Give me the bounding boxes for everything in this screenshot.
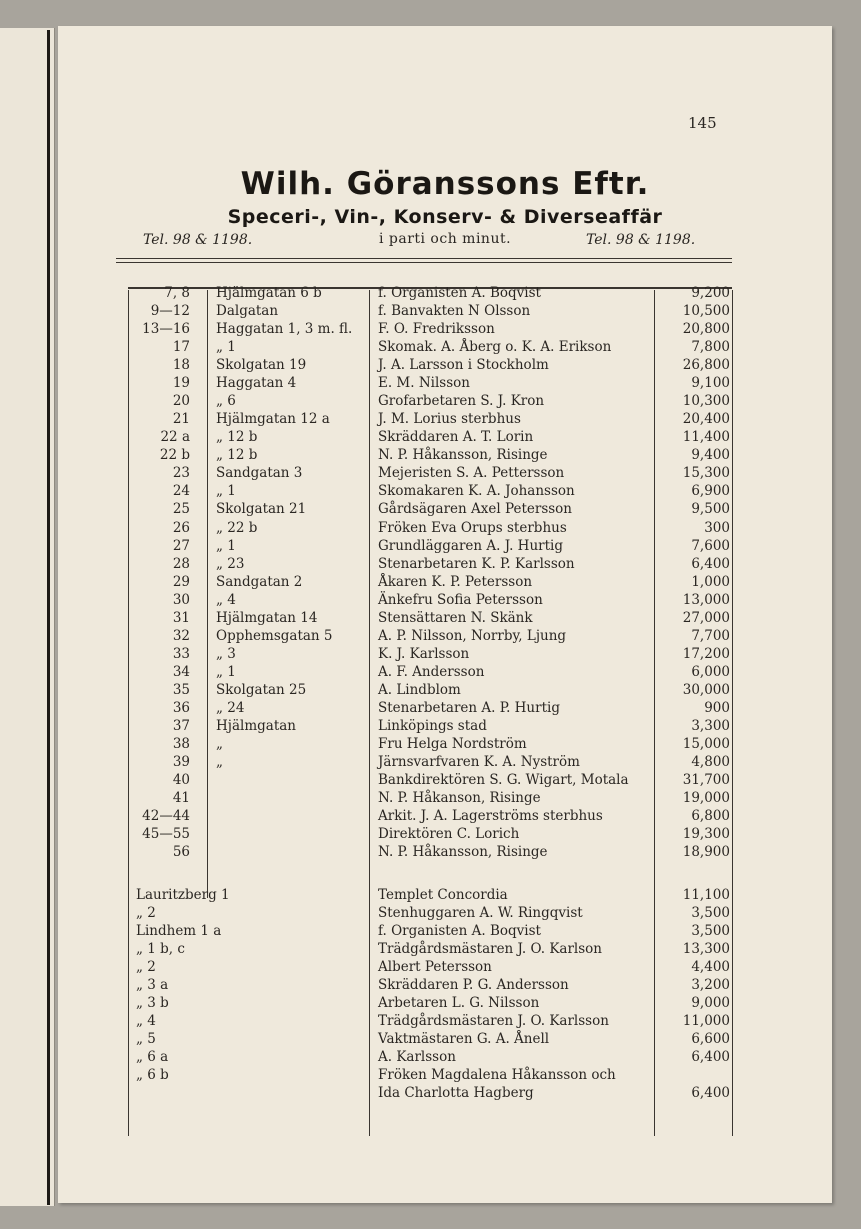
page-subtitle: Speceri-, Vin-, Konserv- & Diverseaffär — [227, 206, 663, 228]
table-row-street: Haggatan 4 — [216, 375, 297, 392]
table-row-street: Skolgatan 21 — [216, 501, 307, 518]
table-row-street: „ 1 — [216, 537, 236, 554]
table-row-number: 56 — [172, 844, 190, 861]
table-row-value: 18,900 — [682, 844, 730, 861]
table-row-place: „ 2 — [136, 905, 156, 922]
table-row-owner: N. P. Håkansson, Risinge — [378, 844, 548, 861]
table-row-street: „ 1 — [216, 663, 236, 680]
table-row-number: 23 — [172, 465, 190, 482]
table-row-owner: Linköpings stad — [378, 717, 487, 734]
table-row-number: 29 — [172, 573, 190, 590]
table-row-number: 31 — [172, 609, 190, 626]
table-row-value: 3,500 — [691, 923, 730, 940]
table-row-number: 26 — [172, 519, 190, 536]
table-row-owner: K. J. Karlsson — [378, 645, 470, 662]
table-row-owner: Skräddaren P. G. Andersson — [378, 977, 569, 994]
table-row-number: 21 — [172, 411, 190, 428]
table-row-owner: Templet Concordia — [378, 887, 508, 903]
table-row-owner: Mejeristen S. A. Pettersson — [378, 465, 565, 482]
table-row-street: Haggatan 1, 3 m. fl. — [216, 321, 353, 338]
table-row-number: 39 — [172, 754, 190, 771]
table-row-street: Sandgatan 2 — [216, 573, 303, 590]
table-row-street: Opphemsgatan 5 — [216, 627, 333, 644]
table-row-number: 37 — [172, 717, 190, 734]
table-row-street: „ — [216, 754, 223, 771]
table-row-number: 36 — [172, 699, 190, 716]
table-row-owner: N. P. Håkanson, Risinge — [378, 790, 541, 807]
table-row-place: „ 1 b, c — [136, 941, 185, 958]
column-divider-owner — [654, 290, 655, 1136]
table-row-owner: Skomakaren K. A. Johansson — [378, 483, 575, 500]
table-row-owner: f. Organisten A. Boqvist — [378, 923, 541, 940]
table-row-owner: Fröken Magdalena Håkansson och — [378, 1067, 616, 1084]
table-row-number: 40 — [172, 772, 190, 789]
table-row-value: 10,500 — [682, 303, 730, 320]
table-row-street: „ 1 — [216, 339, 236, 356]
table-row-value: 6,400 — [691, 555, 730, 572]
table-row-owner: Trädgårdsmästaren J. O. Karlson — [378, 941, 603, 958]
table-row-value: 900 — [704, 699, 730, 716]
table-row-place: „ 3 b — [136, 995, 169, 1012]
table-row-number: 17 — [172, 339, 190, 356]
table-row-street: „ 23 — [216, 555, 245, 572]
table-row-number: 34 — [172, 663, 190, 680]
table-row-number: 28 — [172, 555, 190, 572]
table-row-owner: f. Banvakten N Olsson — [378, 303, 531, 320]
table-row-owner: Ida Charlotta Hagberg — [378, 1085, 534, 1102]
table-row-number: 9—12 — [150, 303, 190, 320]
table-row-value: 11,000 — [682, 1013, 730, 1030]
table-row-value: 3,500 — [691, 905, 730, 922]
table-row-street: „ 24 — [216, 699, 245, 716]
table-row-value: 3,200 — [691, 977, 730, 994]
table-row-value: 15,000 — [682, 736, 730, 752]
table-row-owner: Grofarbetaren S. J. Kron — [378, 393, 545, 410]
table-row-value: 1,000 — [691, 573, 730, 590]
table-row-value: 6,900 — [691, 483, 730, 500]
table-row-owner: Direktören C. Lorich — [378, 826, 520, 843]
table-row-value: 15,300 — [682, 465, 730, 482]
table-row-owner: A. Karlsson — [378, 1049, 456, 1066]
table-row-owner: Grundläggaren A. J. Hurtig — [378, 537, 563, 554]
table-row-owner: J. M. Lorius sterbhus — [378, 411, 521, 428]
table-row-street: „ 6 — [216, 393, 236, 410]
table-row-value: 6,800 — [691, 808, 730, 825]
table-row-place: „ 6 a — [136, 1049, 169, 1066]
table-row-value: 9,000 — [691, 995, 730, 1012]
table-row-value: 9,100 — [691, 375, 730, 392]
table-row-owner: N. P. Håkansson, Risinge — [378, 447, 548, 464]
table-row-street: Hjälmgatan 14 — [216, 609, 318, 626]
table-row-place: „ 4 — [136, 1013, 156, 1030]
table-row-owner: F. O. Fredriksson — [378, 321, 495, 338]
table-row-number: 38 — [172, 736, 190, 752]
table-row-number: 20 — [172, 393, 190, 410]
table-row-number: 19 — [172, 375, 190, 392]
column-divider-right — [732, 290, 733, 1136]
table-row-owner: Arbetaren L. G. Nilsson — [378, 995, 540, 1012]
table-row-place: „ 3 a — [136, 977, 169, 994]
table-row-value: 10,300 — [682, 393, 730, 410]
table-row-value: 19,000 — [682, 790, 730, 807]
table-row-value: 19,300 — [682, 826, 730, 843]
header-rule-bottom — [116, 262, 732, 263]
table-row-owner: Skomak. A. Åberg o. K. A. Erikson — [378, 339, 612, 356]
table-row-street: „ 22 b — [216, 519, 258, 536]
table-row-value: 26,800 — [682, 357, 730, 374]
table-row-value: 4,800 — [691, 754, 730, 771]
table-row-number: 13—16 — [142, 321, 190, 338]
table-row-value: 20,800 — [682, 321, 730, 338]
table-row-owner: A. Lindblom — [378, 681, 461, 698]
table-row-value: 30,000 — [682, 681, 730, 698]
table-row-owner: Gårdsägaren Axel Petersson — [378, 501, 572, 518]
table-row-owner: Stenarbetaren K. P. Karlsson — [378, 555, 575, 572]
table-row-value: 27,000 — [682, 609, 730, 626]
table-row-value: 9,200 — [691, 285, 730, 301]
table-row-street: Hjälmgatan 6 b — [216, 285, 322, 301]
table-row-value: 7,700 — [691, 627, 730, 644]
table-row-value: 13,000 — [682, 591, 730, 608]
table-row-street: „ 3 — [216, 645, 236, 662]
table-row-street: „ 12 b — [216, 447, 258, 464]
table-row-value: 7,800 — [691, 339, 730, 356]
table-row-owner: Bankdirektören S. G. Wigart, Motala — [378, 772, 629, 789]
page-number: 145 — [688, 114, 717, 132]
column-divider-street — [369, 290, 370, 1136]
table-row-number: 41 — [172, 790, 190, 807]
table-row-owner: Arkit. J. A. Lagerströms sterbhus — [378, 808, 603, 825]
table-row-owner: Vaktmästaren G. A. Ånell — [378, 1031, 550, 1048]
table-row-value: 6,600 — [691, 1031, 730, 1048]
trade-text: i parti och minut. — [378, 231, 512, 247]
table-row-street: „ 12 b — [216, 429, 258, 446]
table-row-owner: Albert Petersson — [378, 959, 492, 976]
table-row-street: Skolgatan 19 — [216, 357, 307, 374]
table-row-street: Hjälmgatan — [216, 717, 296, 734]
table-row-street: „ 4 — [216, 591, 236, 608]
table-row-value: 6,400 — [691, 1085, 730, 1102]
table-row-value: 11,400 — [682, 429, 730, 446]
table-row-owner: Stenarbetaren A. P. Hurtig — [378, 699, 560, 716]
table-row-street: Dalgatan — [216, 303, 279, 320]
table-row-owner: Åkaren K. P. Petersson — [378, 573, 533, 590]
table-row-value: 31,700 — [682, 772, 730, 789]
table-row-value: 6,000 — [691, 663, 730, 680]
table-row-value — [656, 1066, 730, 1084]
telephone-left: Tel. 98 & 1198. — [143, 232, 253, 248]
table-row-number: 22 b — [159, 447, 190, 464]
table-row-place: Lindhem 1 a — [136, 923, 222, 940]
table-row-number: 22 a — [160, 429, 190, 446]
table-row-owner: Trädgårdsmästaren J. O. Karlsson — [378, 1013, 609, 1030]
table-row-owner: f. Organisten A. Boqvist — [378, 285, 541, 301]
table-row-value: 17,200 — [682, 645, 730, 662]
table-row-number: 30 — [172, 591, 190, 608]
table-row-number: 7, 8 — [164, 285, 190, 301]
table-row-owner: J. A. Larsson i Stockholm — [378, 357, 549, 374]
table-row-value: 7,600 — [691, 537, 730, 554]
table-row-value: 6,400 — [691, 1049, 730, 1066]
table-row-value: 9,500 — [691, 501, 730, 518]
table-row-value: 9,400 — [691, 447, 730, 464]
table-row-value: 20,400 — [682, 411, 730, 428]
table-row-owner: A. P. Nilsson, Norrby, Ljung — [378, 627, 567, 644]
table-row-value: 11,100 — [682, 887, 730, 903]
table-row-owner: Järnsvarfvaren K. A. Nyström — [378, 754, 580, 771]
document-page — [58, 26, 832, 1203]
book-spine — [47, 30, 50, 1205]
table-row-owner: Stensättaren N. Skänk — [378, 609, 533, 626]
page-title: Wilh. Göranssons Eftr. — [240, 166, 650, 202]
table-row-owner: Skräddaren A. T. Lorin — [378, 429, 534, 446]
table-row-number: 35 — [172, 681, 190, 698]
telephone-right: Tel. 98 & 1198. — [586, 232, 696, 248]
table-row-number: 25 — [172, 501, 190, 518]
table-row-number: 24 — [172, 483, 190, 500]
table-row-street: „ — [216, 736, 223, 752]
table-row-number: 32 — [172, 627, 190, 644]
table-row-value: 3,300 — [691, 717, 730, 734]
table-row-owner: E. M. Nilsson — [378, 375, 470, 392]
table-row-value: 13,300 — [682, 941, 730, 958]
table-row-street: Skolgatan 25 — [216, 681, 307, 698]
table-row-number: 42—44 — [142, 808, 190, 825]
table-row-street: Sandgatan 3 — [216, 465, 303, 482]
table-row-number: 33 — [172, 645, 190, 662]
table-row-value: 4,400 — [691, 959, 730, 976]
table-row-place: „ 5 — [136, 1031, 156, 1048]
table-row-number: 18 — [172, 357, 190, 374]
table-row-place: „ 6 b — [136, 1067, 169, 1084]
table-row-owner: Fru Helga Nordström — [378, 736, 527, 752]
table-row-place: „ 2 — [136, 959, 156, 976]
column-divider-number — [207, 290, 208, 898]
table-row-owner: A. F. Andersson — [378, 663, 485, 680]
table-row-owner: Stenhuggaren A. W. Ringqvist — [378, 905, 583, 922]
header-rule-top — [116, 258, 732, 259]
table-row-owner: Fröken Eva Orups sterbhus — [378, 519, 567, 536]
table-row-place: Lauritzberg 1 — [136, 887, 230, 903]
table-row-street: „ 1 — [216, 483, 236, 500]
table-row-value: 300 — [704, 519, 730, 536]
table-row-street: Hjälmgatan 12 a — [216, 411, 330, 428]
table-row-owner: Änkefru Sofia Petersson — [378, 591, 543, 608]
table-row-number: 27 — [172, 537, 190, 554]
table-row-number: 45—55 — [142, 826, 190, 843]
